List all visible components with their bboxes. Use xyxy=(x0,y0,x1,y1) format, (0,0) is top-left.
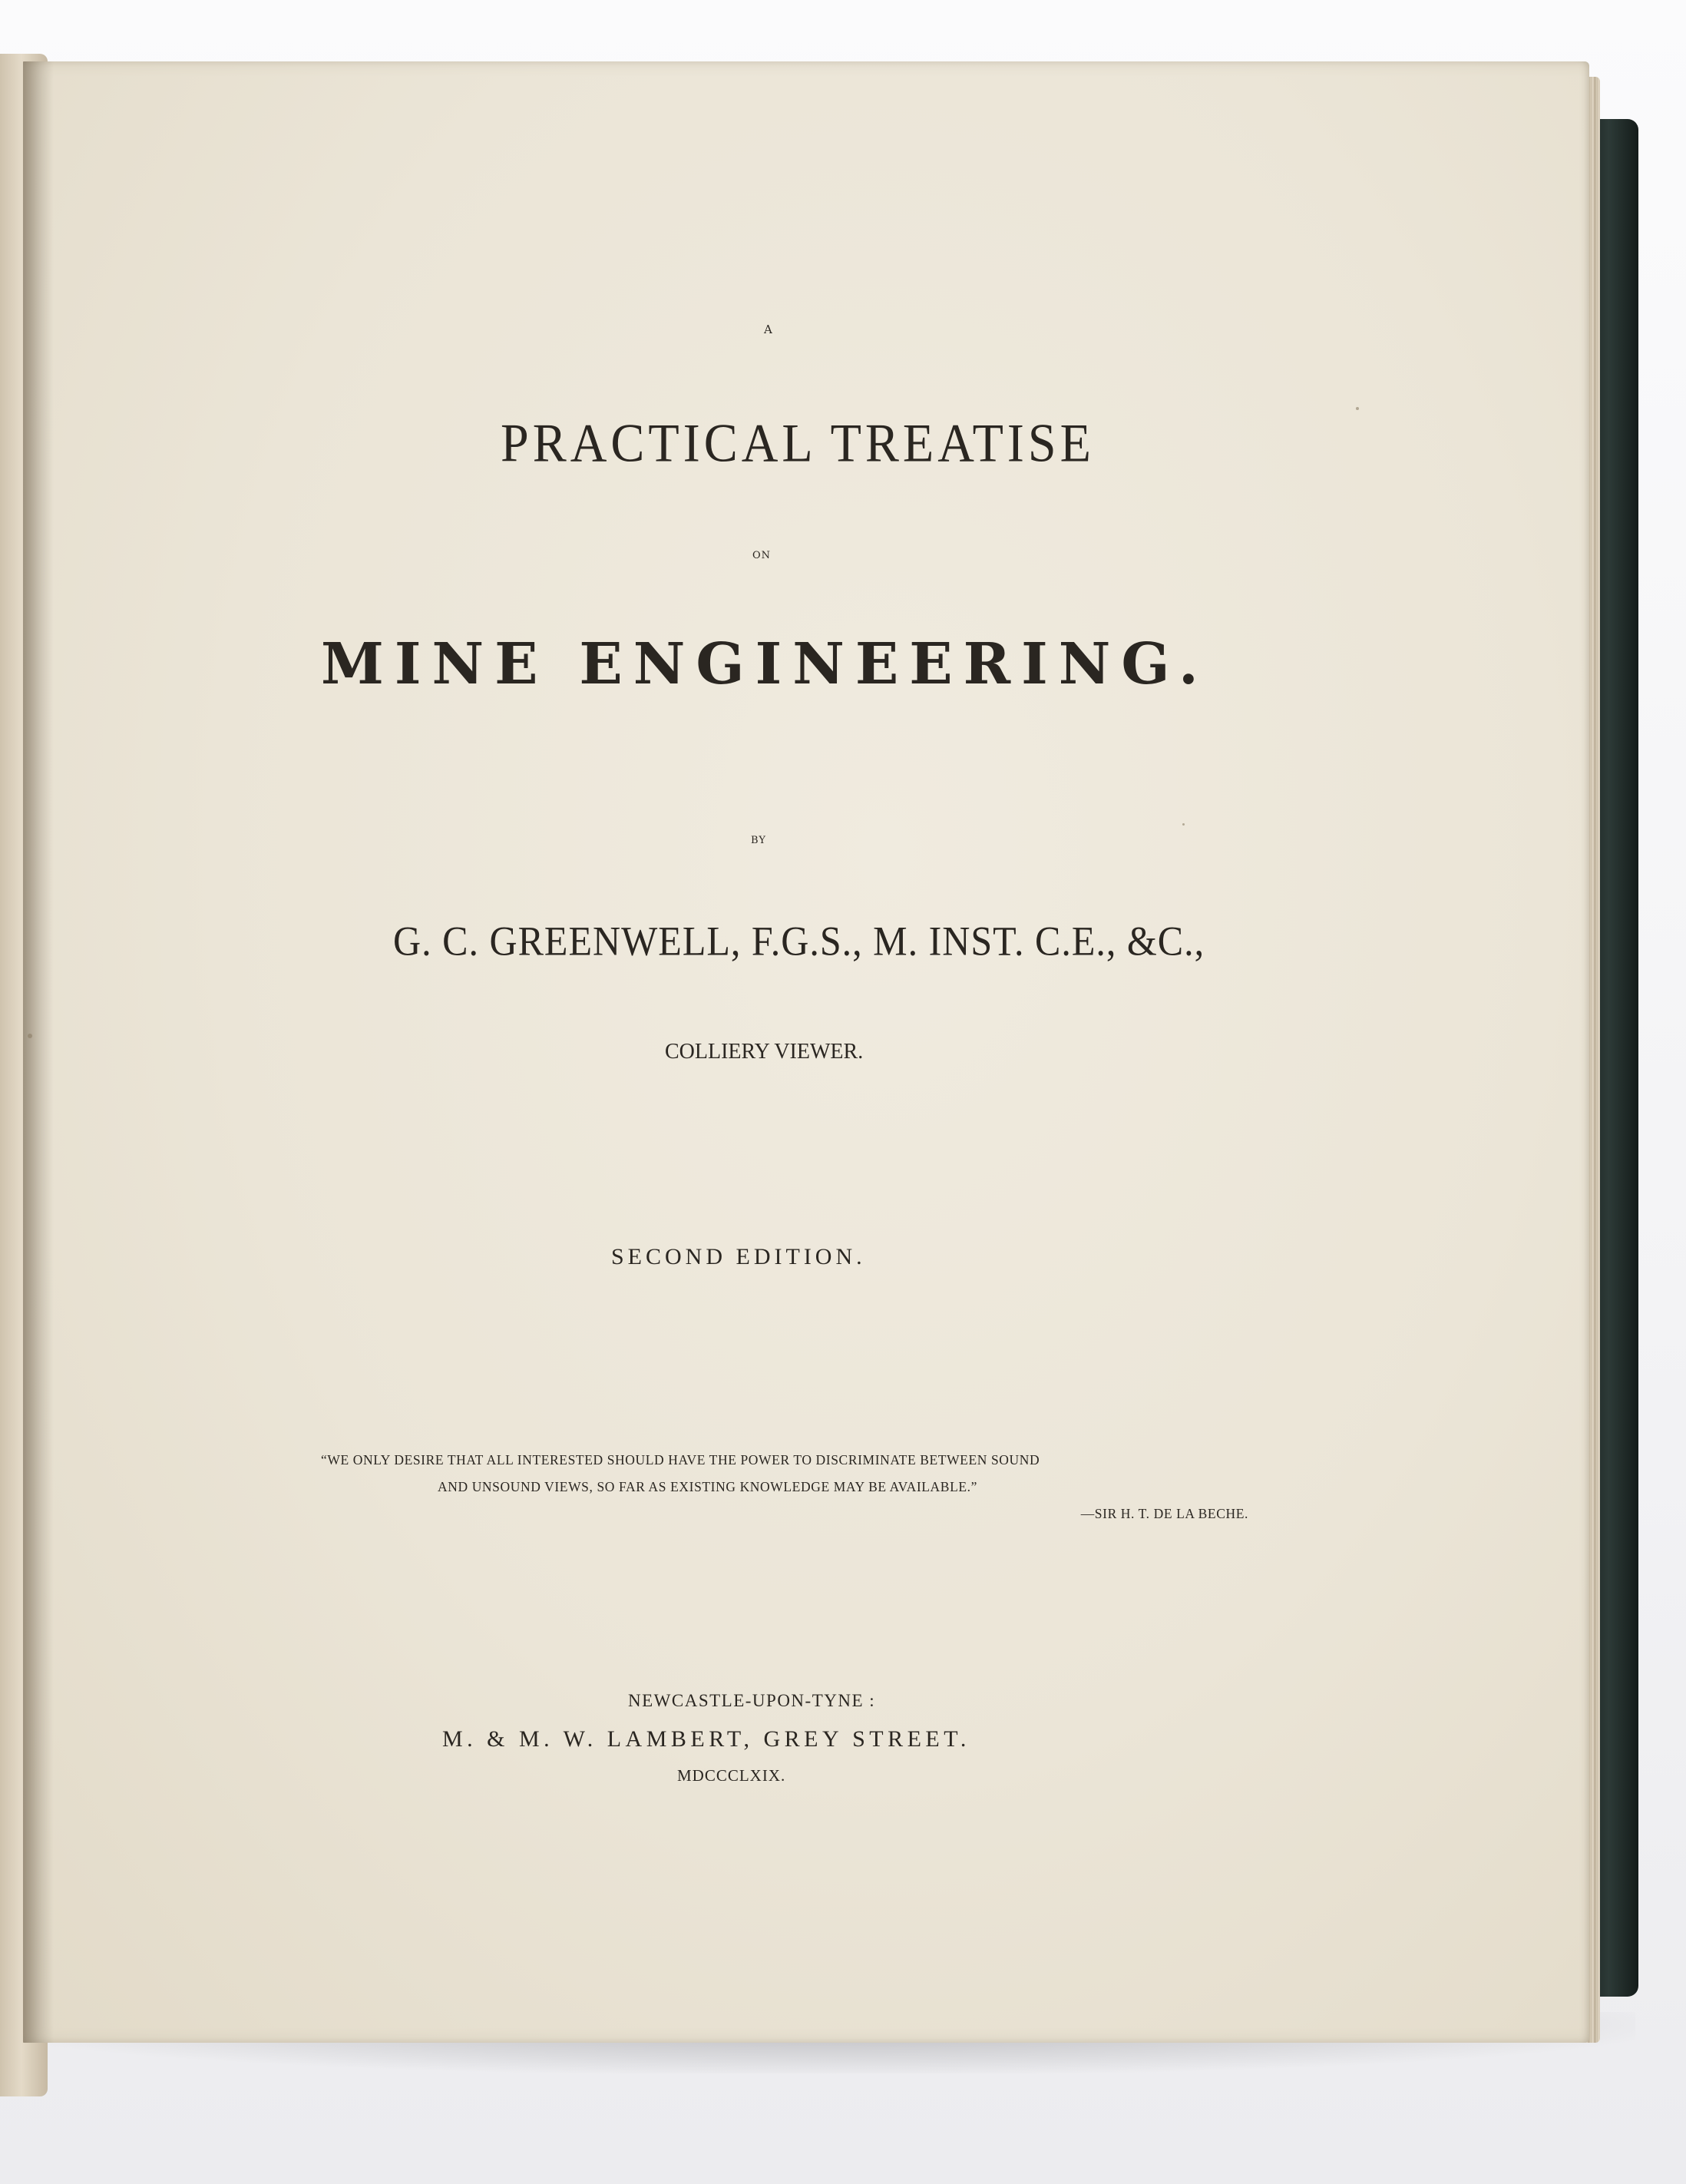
epigraph xyxy=(321,1447,1258,1527)
foxing-spot xyxy=(28,1034,32,1038)
epigraph-attribution: —SIR H. T. DE LA BECHE. xyxy=(1080,1506,1248,1521)
epigraph-line-1: “WE ONLY DESIRE THAT ALL INTERESTED SHOULD HAVE THE POWER TO DISCRIMINATE BETWEEN SOUND xyxy=(321,1452,1040,1468)
foxing-spot xyxy=(1356,407,1359,410)
epigraph-line-2: AND UNSOUND VIEWS, SO FAR AS EXISTING KNOWLEDGE MAY BE AVAILABLE.” xyxy=(438,1479,977,1494)
page-gutter xyxy=(23,61,54,2043)
foxing-spot xyxy=(1182,823,1185,826)
